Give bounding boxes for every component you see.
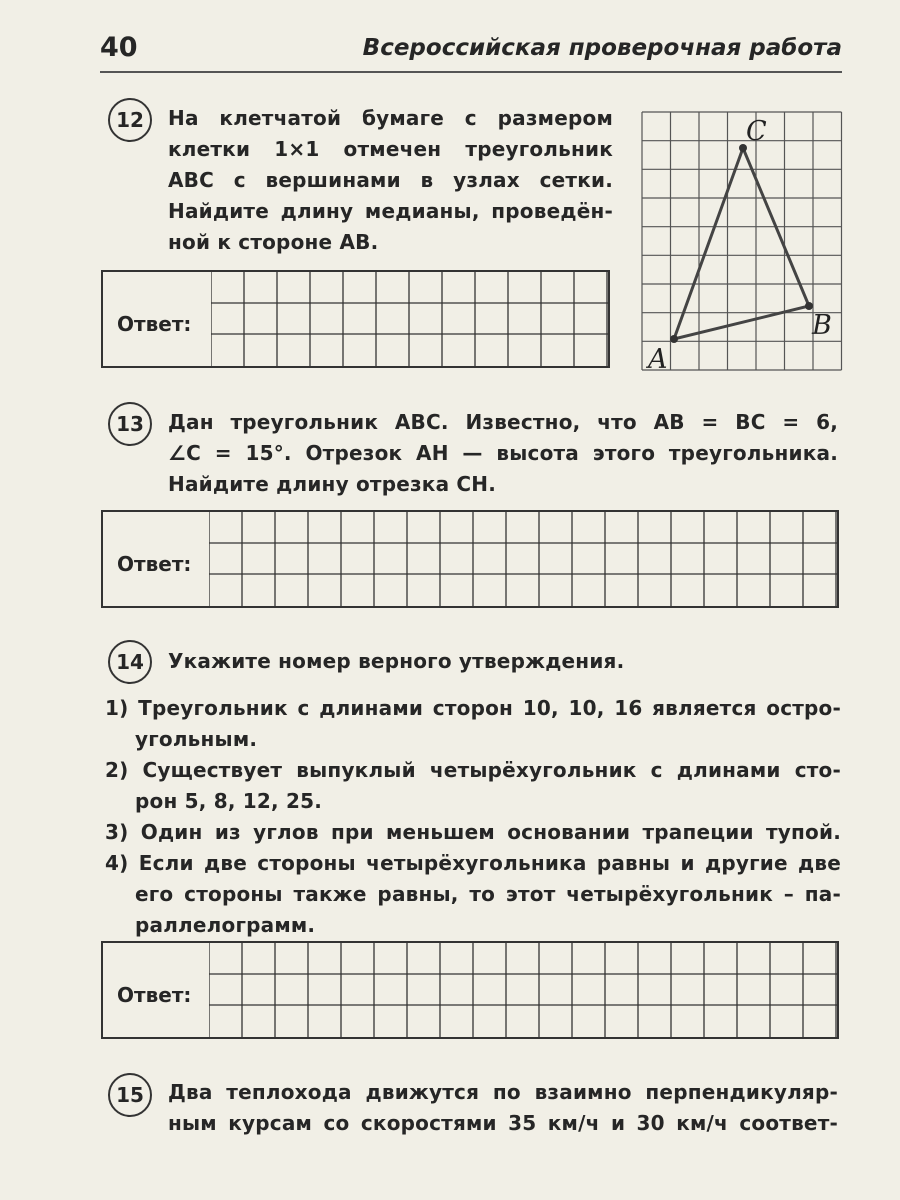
vertex-b xyxy=(805,302,813,310)
task-13-line-3: Найдите длину отрезка CH. xyxy=(168,472,497,496)
answer-label: Ответ: xyxy=(117,312,192,336)
task-12-line-1: На клетчатой бумаге с размером xyxy=(168,106,613,130)
task-13-line-2: ∠C = 15°. Отрезок AH — высота этого треугольника. xyxy=(168,441,838,465)
answer-cells[interactable] xyxy=(209,512,837,606)
task-15-line-2: ным курсам со скоростями 35 км/ч и 30 км/ч соответ- xyxy=(168,1111,838,1135)
task-14-options xyxy=(105,693,841,941)
task-12-text xyxy=(168,103,613,258)
task-13-number: 13 xyxy=(108,402,152,446)
option-4-line-1: 4) Если две стороны четырёхугольника равны и другие две xyxy=(105,851,841,875)
page-number: 40 xyxy=(100,32,138,63)
option-2-line-2: рон 5, 8, 12, 25. xyxy=(135,789,323,813)
label-b: B xyxy=(812,310,832,341)
option-3-line-1: 3) Один из углов при меньшем основании трапеции тупой. xyxy=(105,820,841,844)
answer-cells[interactable] xyxy=(209,943,837,1037)
answer-label: Ответ: xyxy=(117,552,192,576)
label-a: A xyxy=(648,344,668,375)
option-1-line-2: угольным. xyxy=(135,727,258,751)
option-1-line-1: 1) Треугольник с длинами сторон 10, 10, 16 является остро- xyxy=(105,696,841,720)
task-12-line-3: ABC с вершинами в узлах сетки. xyxy=(168,168,613,192)
task-12-answer-box[interactable] xyxy=(101,270,610,368)
task-14-number: 14 xyxy=(108,640,152,684)
label-c: C xyxy=(746,116,767,147)
vertex-a xyxy=(670,335,678,343)
task-15-text xyxy=(168,1077,838,1139)
triangle-abc xyxy=(674,148,809,339)
task-13-line-1: Дан треугольник ABC. Известно, что AB = BC = 6, xyxy=(168,410,838,434)
task-13-text xyxy=(168,407,838,500)
task-15-line-1: Два теплохода движутся по взаимно перпендикуляр- xyxy=(168,1080,838,1104)
task-12-line-5: ной к стороне AB. xyxy=(168,230,379,254)
task-12-number: 12 xyxy=(108,98,152,142)
task-12-grid-figure xyxy=(636,108,850,378)
option-4-line-2: его стороны также равны, то этот четырёхугольник – па- xyxy=(135,882,841,906)
task-12-line-4: Найдите длину медианы, проведён- xyxy=(168,199,613,223)
task-14-prompt: Укажите номер верного утверждения. xyxy=(168,649,625,673)
task-14-answer-box[interactable] xyxy=(101,941,839,1039)
task-12-line-2: клетки 1×1 отмечен треугольник xyxy=(168,137,613,161)
task-15-number: 15 xyxy=(108,1073,152,1117)
task-13-answer-box[interactable] xyxy=(101,510,839,608)
answer-cells[interactable] xyxy=(211,272,609,366)
option-4-line-3: раллелограмм. xyxy=(135,913,316,937)
running-title: Всероссийская проверочная работа xyxy=(362,35,842,61)
answer-label: Ответ: xyxy=(117,983,192,1007)
option-2-line-1: 2) Существует выпуклый четырёхугольник с длинами сто- xyxy=(105,758,841,782)
header-rule xyxy=(100,71,842,73)
